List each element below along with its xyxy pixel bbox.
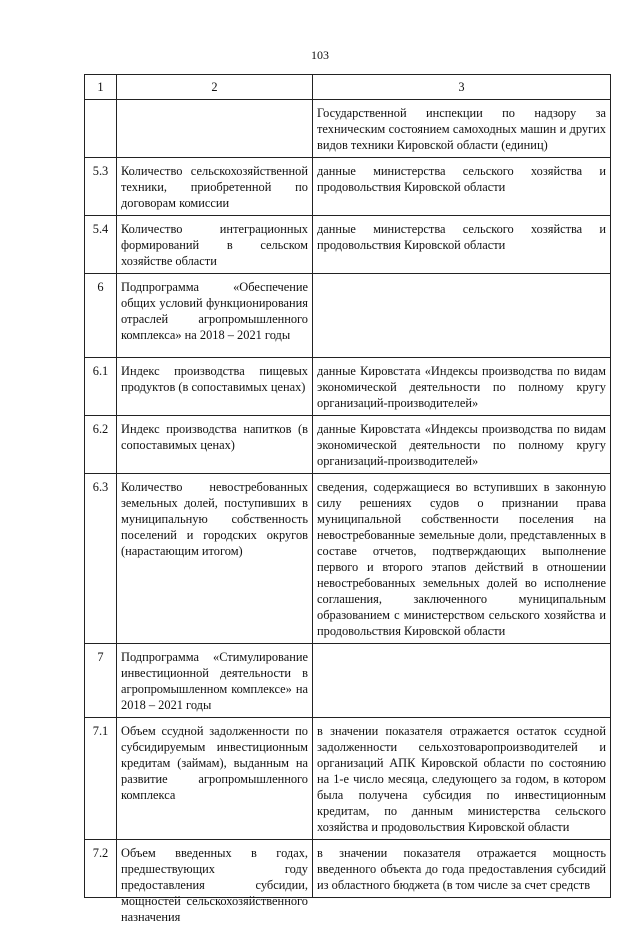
indicator-name: Подпрограмма «Обеспечение общих условий функционирования отраслей агропромышленного комплекса» на 2018 – 2021 годы <box>117 274 313 358</box>
header-col-2: 2 <box>117 75 313 100</box>
row-number: 7.1 <box>85 718 117 840</box>
table-header-row <box>85 75 611 100</box>
indicator-source: данные министерства сельского хозяйства и продовольствия Кировской области <box>313 216 611 274</box>
indicator-name: Количество невостребованных земельных долей, поступивших в муниципальную собственность поселений и городских округов (нарастающим итогом) <box>117 474 313 644</box>
table-row <box>85 158 611 216</box>
indicator-name <box>117 100 313 158</box>
indicator-name: Количество сельскохозяйственной техники, приобретенной по договорам комиссии <box>117 158 313 216</box>
table-row <box>85 358 611 416</box>
row-number: 7 <box>85 644 117 718</box>
header-col-3: 3 <box>313 75 611 100</box>
indicator-name: Объем ссудной задолженности по субсидируемым инвестиционным кредитам (займам), выданным на развитие агропромышленного комплекса <box>117 718 313 840</box>
indicator-source: данные Кировстата «Индексы производства по видам экономической деятельности по полному кругу организаций-производителей» <box>313 358 611 416</box>
header-col-1: 1 <box>85 75 117 100</box>
table-row <box>85 718 611 840</box>
indicator-source: Государственной инспекции по надзору за техническим состоянием самоходных машин и других видов техники Кировской области (единиц) <box>313 100 611 158</box>
table-row <box>85 100 611 158</box>
row-number: 6.3 <box>85 474 117 644</box>
indicator-name: Количество интеграционных формирований в сельском хозяйстве области <box>117 216 313 274</box>
row-number <box>85 100 117 158</box>
indicator-name: Объем введенных в годах, предшествующих году предоставления субсидии, мощностей сельскохозяйственного назначения <box>121 846 308 924</box>
table-row <box>85 840 611 898</box>
table-row <box>85 644 611 718</box>
indicator-source <box>313 274 611 358</box>
indicator-source <box>313 644 611 718</box>
row-number: 6.2 <box>85 416 117 474</box>
indicator-name: Подпрограмма «Стимулирование инвестиционной деятельности в агропромышленном комплексе» на 2018 – 2021 годы <box>117 644 313 718</box>
table-row <box>85 474 611 644</box>
indicator-source: в значении показателя отражается мощность введенного объекта до года предоставления субсидий из областного бюджета (в том числе за счет средств <box>317 846 606 892</box>
indicator-source: данные министерства сельского хозяйства и продовольствия Кировской области <box>313 158 611 216</box>
table-row <box>85 416 611 474</box>
row-number: 6.1 <box>85 358 117 416</box>
indicator-source: в значении показателя отражается остаток ссудной задолженности сельхозтоваропроизводителей и организаций АПК Кировской области по состоянию на 1-е число месяца, следующего за годом, в котором была получена субсидия по инвестиционным кредитам, по данным министерства сельского хозяйства и продовольствия Кировской области <box>313 718 611 840</box>
table-row <box>85 274 611 358</box>
page-number: 103 <box>311 48 329 62</box>
row-number: 5.4 <box>85 216 117 274</box>
row-number: 5.3 <box>85 158 117 216</box>
row-number: 7.2 <box>85 840 117 898</box>
row-number: 6 <box>85 274 117 358</box>
indicator-source: данные Кировстата «Индексы производства по видам экономической деятельности по полному кругу организаций-производителей» <box>313 416 611 474</box>
indicator-name: Индекс производства напитков (в сопоставимых ценах) <box>117 416 313 474</box>
indicators-table <box>84 74 611 924</box>
table-row <box>85 216 611 274</box>
indicator-source: сведения, содержащиеся во вступивших в законную силу решениях судов о признании права муниципальной собственности поселения на невостребованные земельные доли, представленных в составе отчетов, подтверждающих выполнение первого и второго этапов действий в отношении невостребованных земельных долей во исполнение соглашения, заключенного муниципальным образованием с министерством сельского хозяйства и продовольствия Кировской области <box>313 474 611 644</box>
indicator-name: Индекс производства пищевых продуктов (в сопоставимых ценах) <box>117 358 313 416</box>
